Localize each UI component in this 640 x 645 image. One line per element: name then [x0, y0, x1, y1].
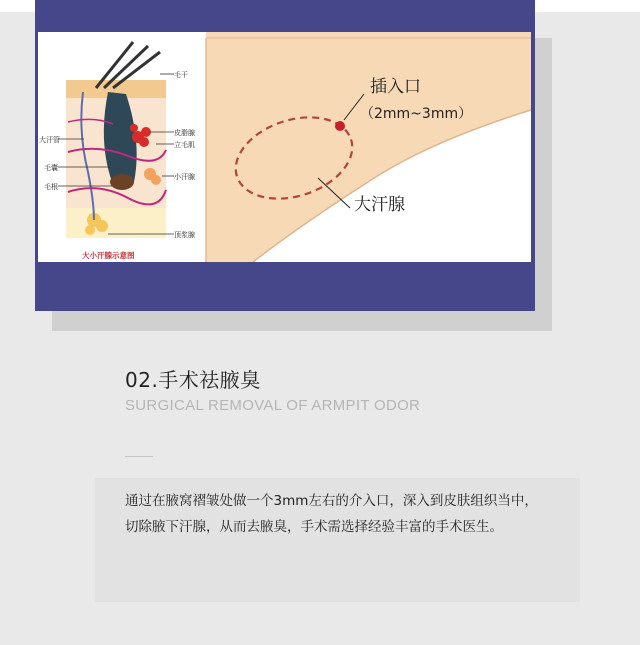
label-hair-follicle: 毛囊 — [44, 164, 58, 172]
label-hair-root: 毛根 — [44, 183, 58, 191]
label-small-sweat-gland: 小汗腺 — [174, 173, 195, 181]
divider — [125, 456, 153, 457]
description-line-1: 通过在腋窝褶皱处做一个3mm左右的介入口，深入到皮肤组织当中， — [125, 493, 538, 509]
label-sebaceous-gland: 皮脂腺 — [174, 129, 195, 137]
armpit-diagram — [206, 32, 531, 262]
label-hair-shaft: 毛干 — [174, 71, 188, 79]
diagram-caption: 大小汗腺示意图 — [82, 251, 135, 260]
incision-size: （2mm~3mm） — [360, 106, 473, 122]
label-arrector-muscle: 立毛肌 — [174, 141, 195, 149]
armpit-illustration — [38, 32, 531, 262]
incision-label: 插入口 — [370, 77, 421, 97]
section-title: 02.手术祛腋臭 — [125, 368, 261, 392]
gland-label: 大汗腺 — [354, 195, 405, 215]
label-sweat-duct: 大汗管 — [39, 136, 60, 144]
skin-diagram — [38, 32, 206, 262]
label-apocrine-gland: 顶浆腺 — [174, 231, 195, 239]
description-line-2: 切除腋下汗腺，从而去腋臭，手术需选择经验丰富的手术医生。 — [125, 519, 503, 535]
description-text — [125, 488, 595, 540]
section-subtitle: SURGICAL REMOVAL OF ARMPIT ODOR — [125, 397, 421, 414]
